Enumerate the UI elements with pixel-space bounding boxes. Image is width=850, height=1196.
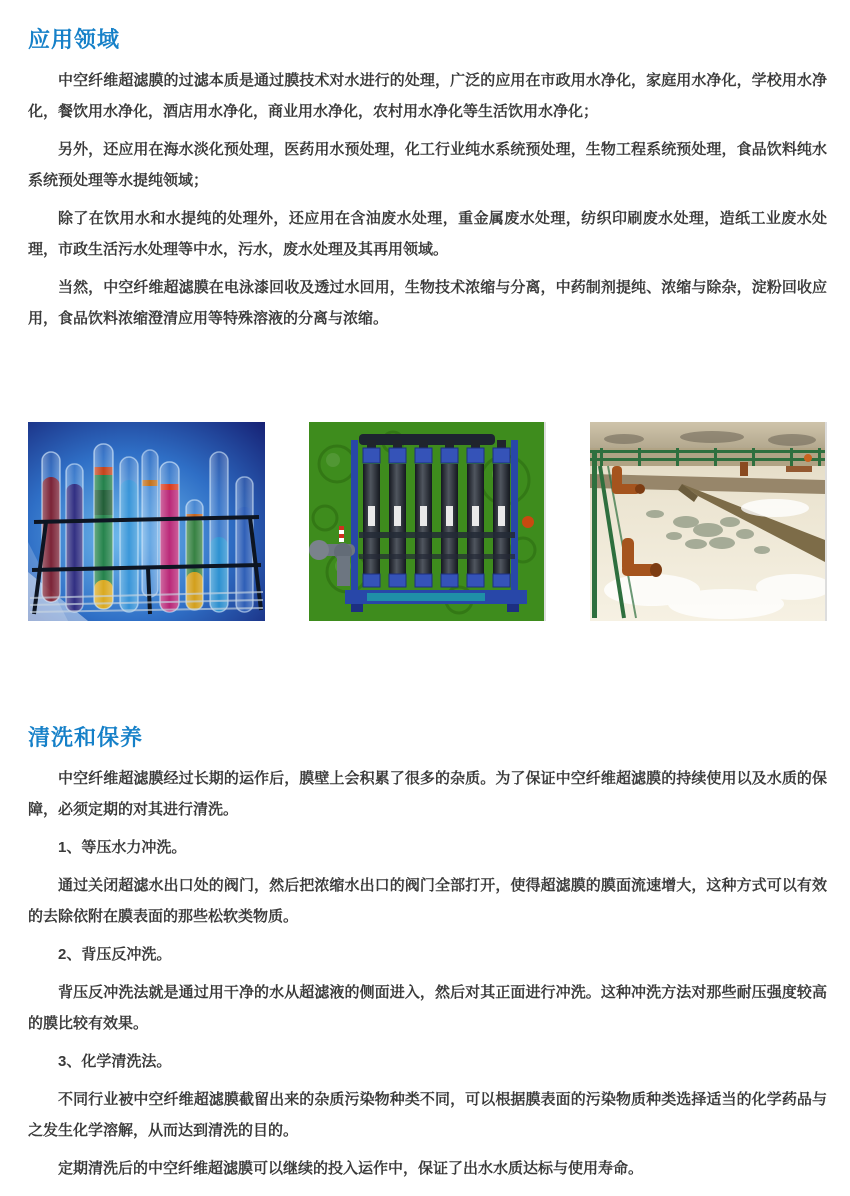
cleaning-item-1-paragraph: 通过关闭超滤水出口处的阀门，然后把浓缩水出口的阀门全部打开，使得超滤膜的膜面流速增大，这种方式可以有效的去除依附在膜表面的那些松软类物质。 [28, 877, 827, 925]
cleaning-closing-paragraph: 定期清洗后的中空纤维超滤膜可以继续的投入运作中，保证了出水水质达标与使用寿命。 [58, 1160, 644, 1177]
test-tube [66, 464, 83, 612]
application-paragraph-1: 中空纤维超滤膜的过滤本质是通过膜技术对水进行的处理，广泛的应用在市政用水净化，家庭用水净化，学校用水净化，餐饮用水净化，酒店用水净化，商业用水净化，农村用水净化等生活饮用水净化； [28, 72, 827, 120]
skid-base-inset [367, 593, 485, 601]
test-tubes-illustration [28, 422, 265, 621]
test-tube [210, 452, 228, 612]
cleaning-item-2-paragraph: 背压反冲洗法就是通过用干净的水从超滤液的侧面进入，然后对其正面进行冲洗。这种冲洗方法对那些耐压强度较高的膜比较有效果。 [28, 984, 827, 1032]
application-paragraph-3: 除了在饮用水和水提纯的处理外，还应用在含油废水处理，重金属废水处理，纺织印刷废水处理，造纸工业废水处理，市政生活污水处理等中水，污水，废水处理及其再用领域。 [28, 210, 827, 258]
test-tube [94, 444, 113, 609]
cross-pipe [359, 532, 515, 538]
valve-handle [522, 516, 534, 528]
section-title-application: 应用领域 [28, 27, 121, 52]
skid-foot [351, 604, 363, 612]
application-paragraph-2: 另外，还应用在海水淡化预处理，医药用水预处理，化工行业纯水系统预处理，生物工程系统预处理，食品饮料纯水系统预处理等水提纯领域； [28, 141, 827, 189]
application-paragraph-4: 当然，中空纤维超滤膜在电泳漆回收及透过水回用，生物技术浓缩与分离，中药制剂提纯、浓缩与除杂，淀粉回收应用，食品饮料浓缩澄清应用等特殊溶液的分离与浓缩。 [28, 279, 827, 327]
image-row [28, 422, 827, 621]
cleaning-intro-paragraph: 中空纤维超滤膜经过长期的运作后，膜壁上会积累了很多的杂质。为了保证中空纤维超滤膜的持续使用以及水质的保障，必须定期的对其进行清洗。 [28, 770, 827, 818]
cross-pipe [359, 554, 515, 559]
wastewater-treatment-illustration [590, 422, 825, 621]
section-title-cleaning: 清洗和保养 [28, 725, 144, 750]
skid-foot [507, 604, 519, 612]
uf-membrane-skid-image [309, 422, 546, 621]
cleaning-item-3-title: 3、化学清洗法。 [58, 1053, 172, 1070]
cleaning-item-3-paragraph: 不同行业被中空纤维超滤膜截留出来的杂质污染物种类不同，可以根据膜表面的污染物质种类选择适当的化学药品与之发生化学溶解，从而达到清洗的目的。 [28, 1091, 827, 1139]
wastewater-treatment-image [590, 422, 827, 621]
frame-rail [511, 440, 518, 596]
test-tube [120, 457, 138, 612]
frame-rail [351, 440, 358, 596]
test-tube [160, 462, 179, 612]
cleaning-item-2-title: 2、背压反冲洗。 [58, 946, 172, 963]
cleaning-item-1-title: 1、等压水力冲洗。 [58, 839, 187, 856]
uf-membrane-skid-illustration [309, 422, 544, 621]
test-tubes-image [28, 422, 265, 621]
